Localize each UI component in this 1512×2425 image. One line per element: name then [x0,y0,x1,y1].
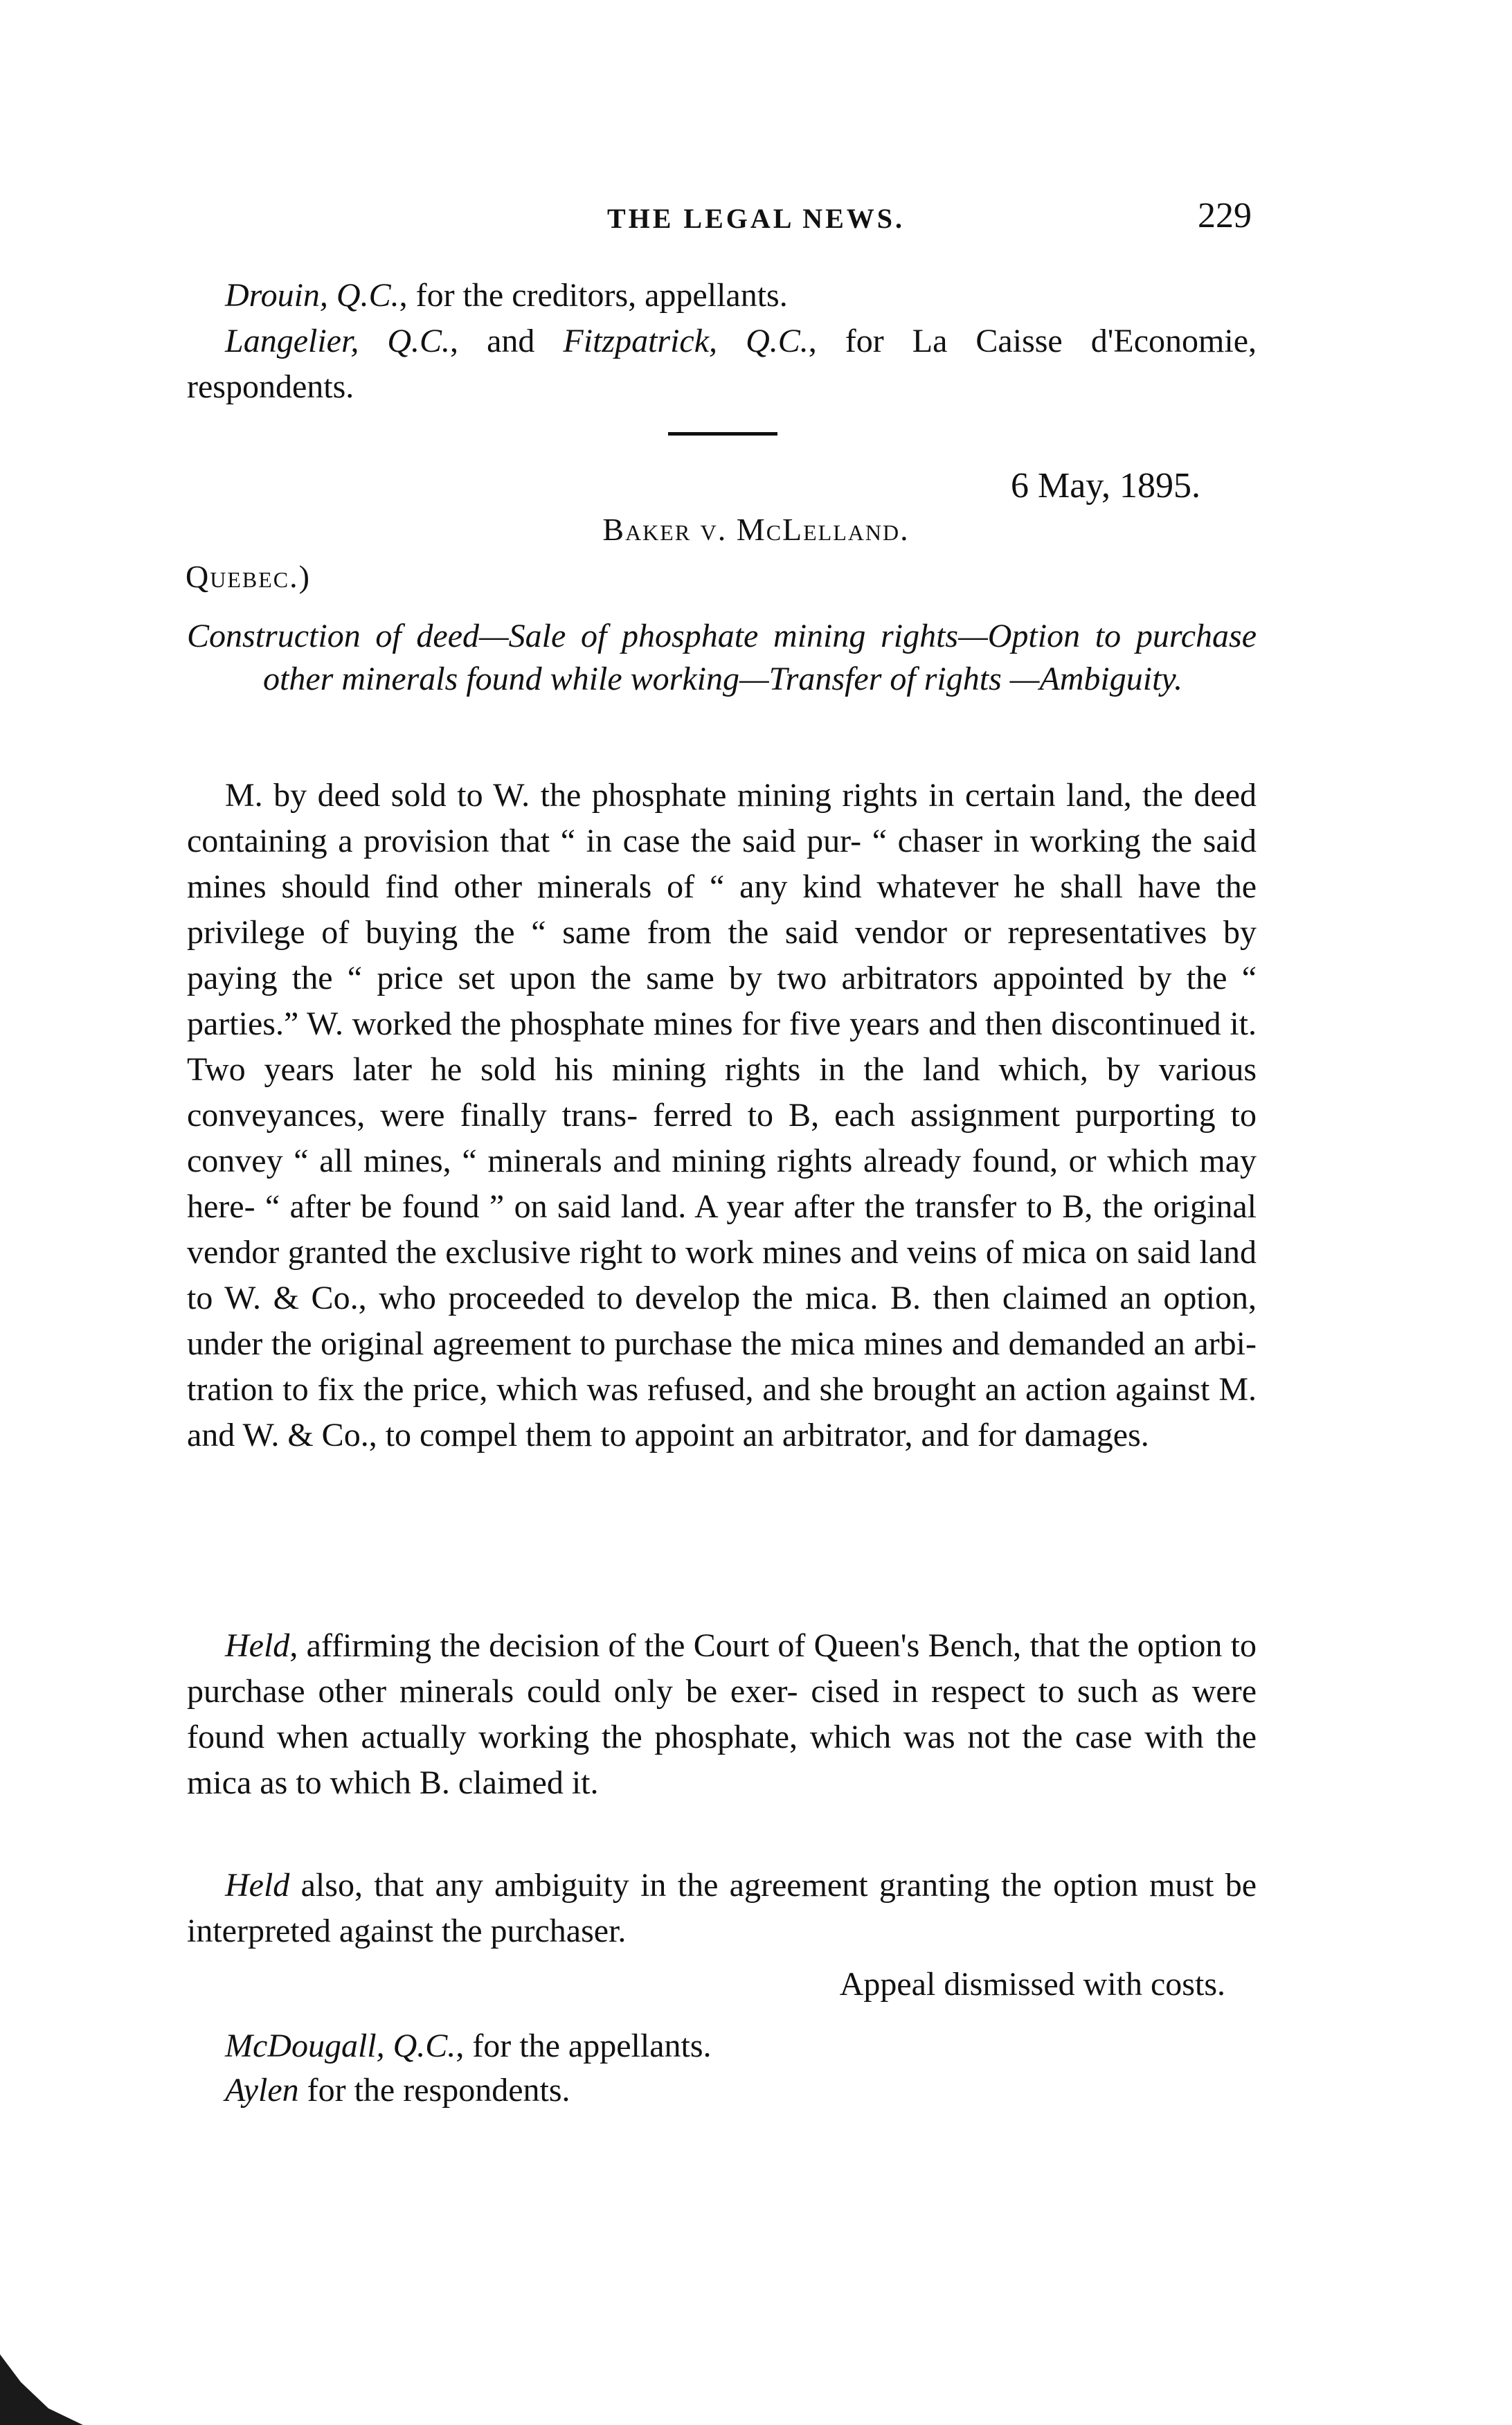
section-divider [668,432,777,436]
counsel-name: Fitzpatrick, Q.C. [563,323,809,359]
held-paragraph-2 [187,1863,1257,1954]
facts-paragraph: M. by deed sold to W. the phosphate mining rights in certain land, the deed containing a provision that “ in case the said pur- “ chaser in working the said mines should find other minerals of “ any kind whatever he shall have the privilege of buying the “ same from the said vendor or representatives by paying the “ price set upon the same by two arbitrators appointed by the “ parties.” W. worked the phosphate mines for five years and then discontinued it. Two years later he sold his mining rights in the land which, by various conveyances, were finally trans- ferred to B, each assignment purporting to convey “ all mines, “ minerals and mining rights already found, or which may here- “ after be found ” on said land. A year after the transfer to B, the original vendor granted the exclusive right to work mines and veins of mica on said land to W. & Co., who proceeded to develop the mica. B. then claimed an option, under the original agreement to purchase the mica mines and demanded an arbi- tration to fix the price, which was refused, and she brought an action against M. and W. & Co., to compel them to appoint an arbitrator, and for damages. [187,777,1257,1453]
disposition: Appeal dismissed with costs. [839,1966,1225,2003]
counsel-role: for the respondents. [298,2072,570,2109]
case-province: Quebec.) [186,559,311,594]
prev-counsel-respondents [187,319,1257,410]
held-label: Held [225,1627,290,1664]
page-number: 229 [1198,196,1252,235]
held-paragraph-1 [187,1623,1257,1806]
scan-edge-mark [0,2341,83,2425]
counsel-respondents [187,2068,1257,2113]
counsel-conjunction: , and [450,323,564,359]
counsel-name: Langelier, Q.C. [225,323,451,359]
headnote: Construction of deed—Sale of phosphate mining rights—Option to purchase other minerals found while working—Transfer of rights —Ambiguity. [187,618,1257,697]
prev-counsel-appellants [187,273,1257,319]
case-title: Baker v. McLelland. [602,512,910,547]
held-text: , affirming the decision of the Court of Queen's Bench, that the option to purchase other minerals could only be exer- cised in respect to such as were found when actually working the phosphate, which was not the case with the mica as to which B. claimed it. [187,1627,1257,1801]
counsel-role: , for the appellants. [456,2028,712,2064]
held-label: Held [225,1867,290,1904]
counsel-name: McDougall, Q.C. [225,2028,456,2064]
counsel-name: Aylen [225,2072,299,2109]
counsel-role: , for the creditors, appellants. [399,277,788,314]
counsel-role: , for La Caisse d'Economie, respondents. [187,323,1257,405]
running-header: THE LEGAL NEWS. [606,203,906,234]
held-text: also, that any ambiguity in the agreement granting the option must be interpreted against the purchaser. [187,1867,1257,1949]
counsel-appellants [187,2023,1257,2069]
case-date: 6 May, 1895. [1011,466,1200,505]
counsel-name: Drouin, Q.C. [225,277,399,314]
